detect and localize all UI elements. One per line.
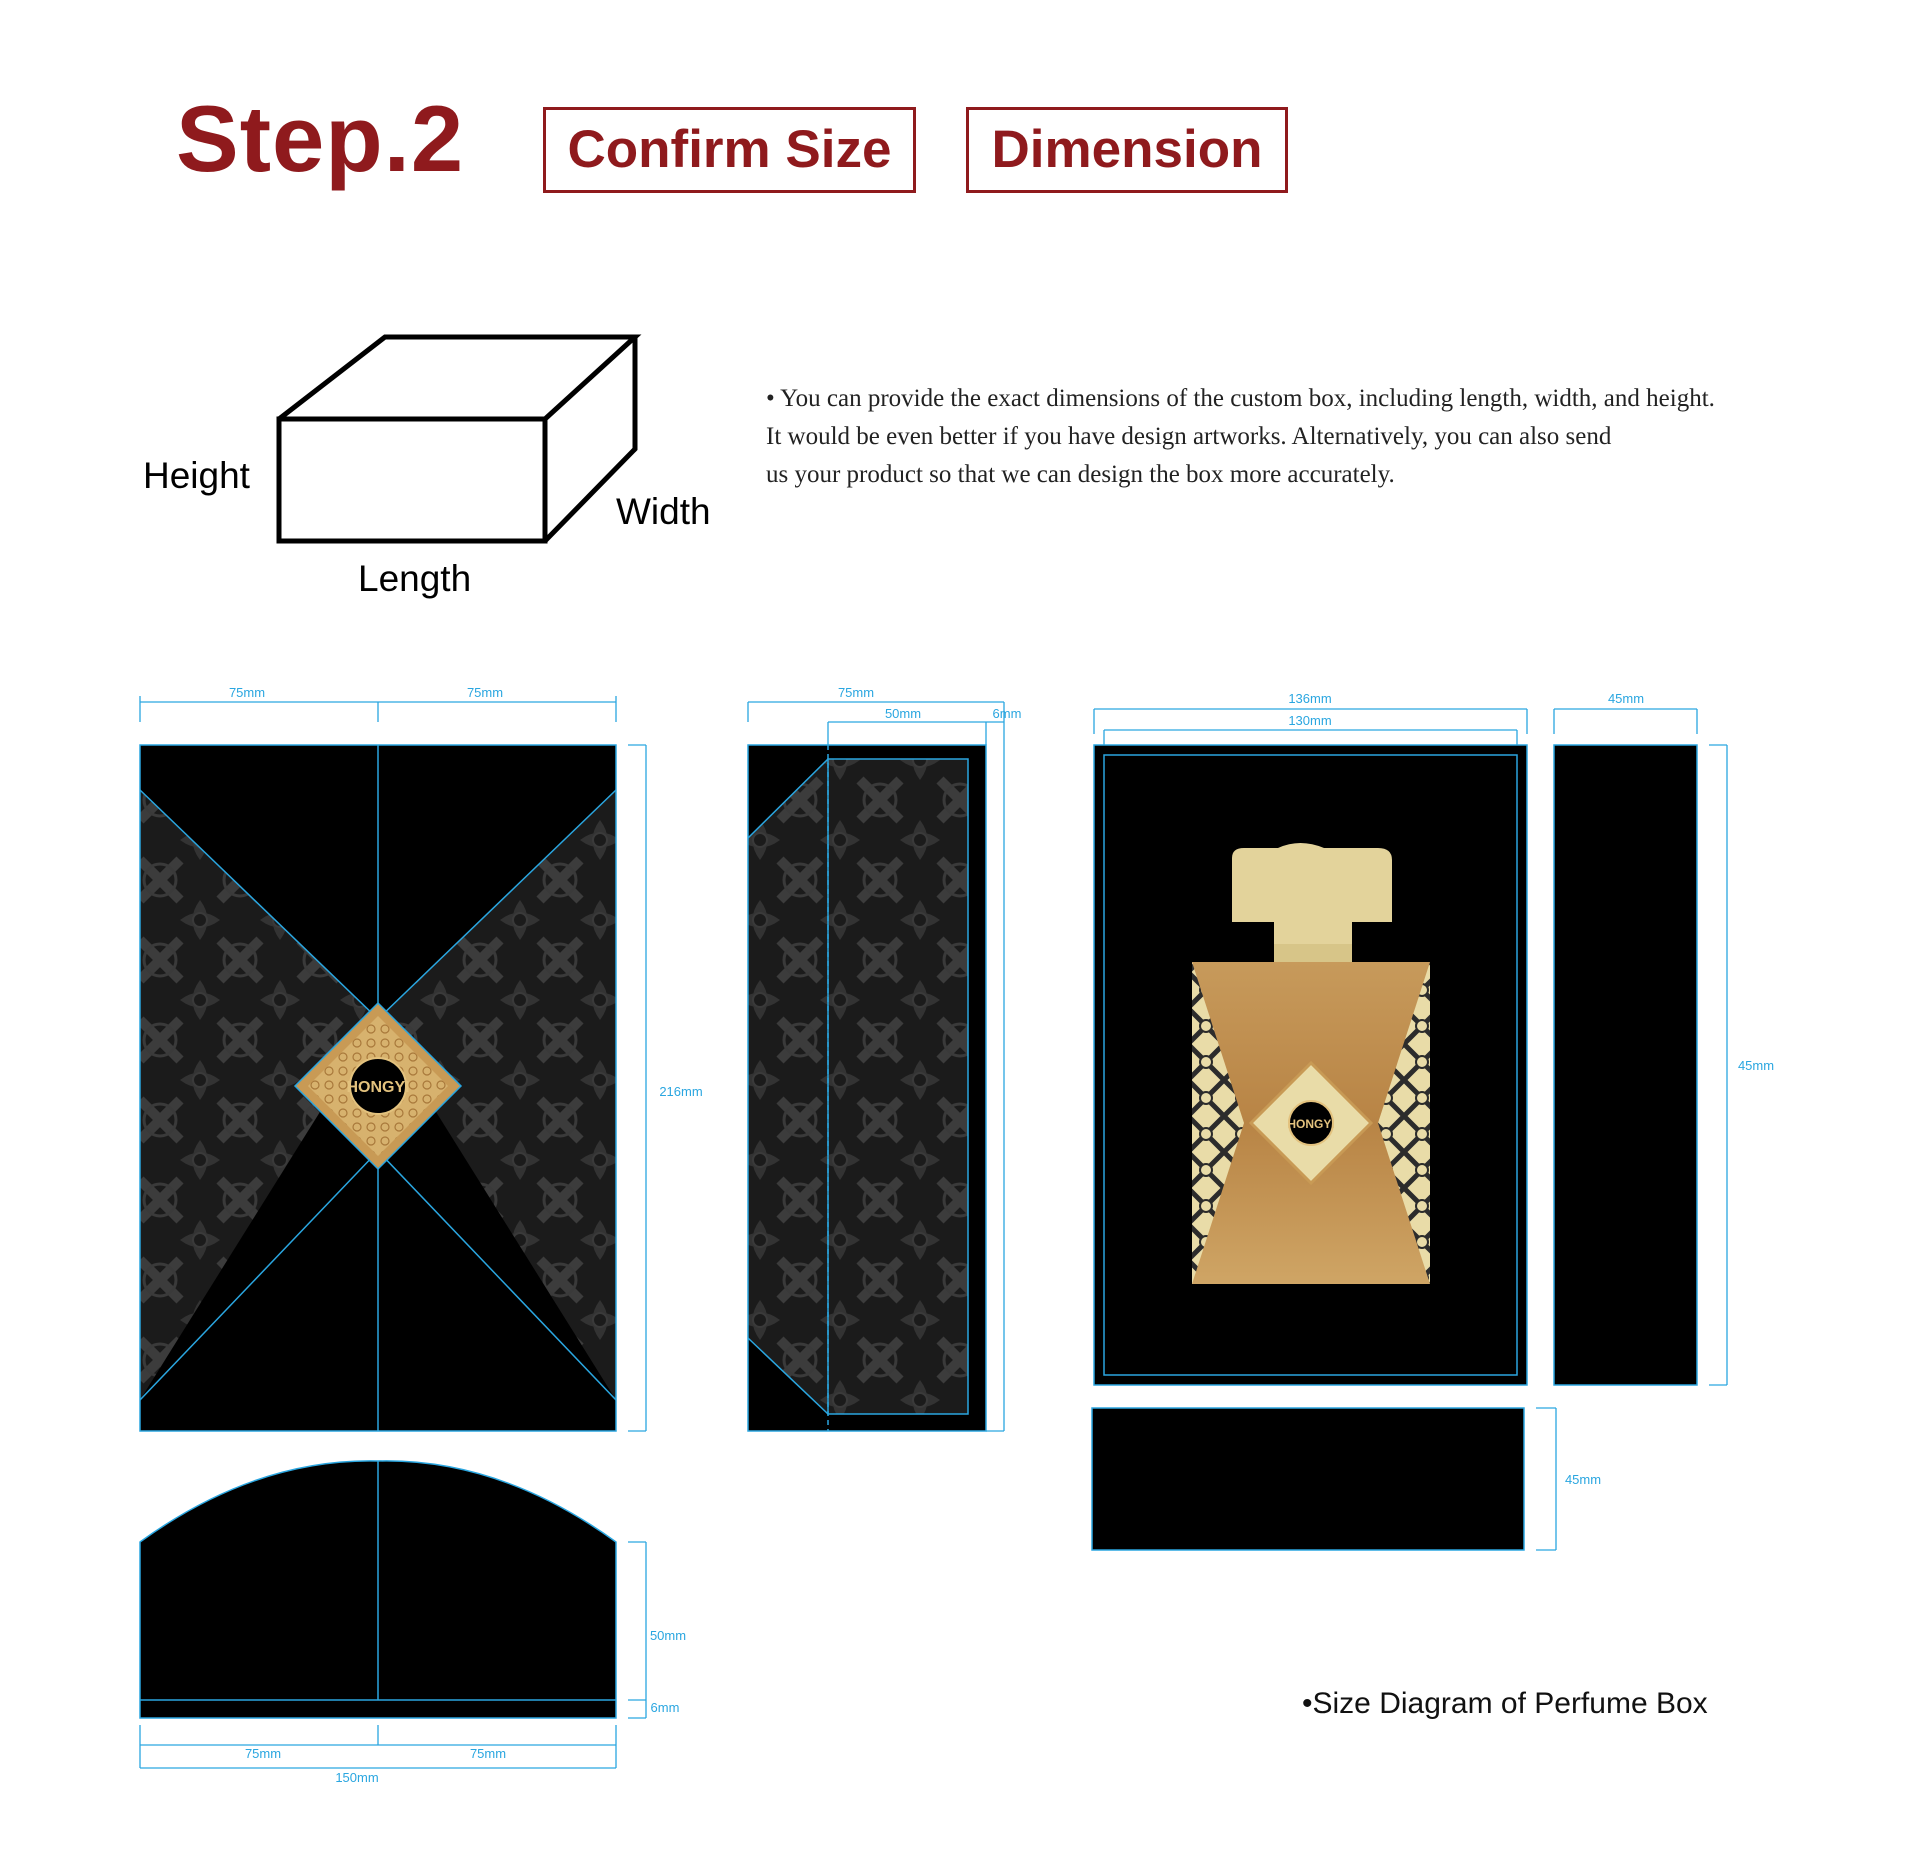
step-title: Step.2 — [176, 86, 465, 191]
end-dim-width: 45mm — [1607, 691, 1645, 706]
description-line-2: It would be even better if you have design artworks. Alternatively, you can also send — [766, 423, 1612, 450]
front-panel — [140, 745, 616, 1431]
bottom-dimensions — [1536, 1408, 1556, 1550]
side-pattern — [748, 759, 968, 1414]
width-label: Width — [616, 491, 711, 532]
lid-panel — [140, 1461, 616, 1718]
front-logo-text: HONGYI — [346, 1079, 410, 1096]
description-line-1: • You can provide the exact dimensions of the custom box, including length, width, and height. — [766, 385, 1715, 412]
front-dim-right: 75mm — [466, 685, 504, 700]
confirm-size-tag: Confirm Size — [543, 107, 916, 193]
lid-dim-height: 50mm — [649, 1628, 687, 1643]
bottom-panel — [1092, 1408, 1524, 1550]
end-dim-height: 45mm — [1737, 1058, 1775, 1073]
dimension-tag: Dimension — [966, 107, 1288, 193]
bottom-dim-height: 45mm — [1564, 1472, 1602, 1487]
bottle-cap — [1232, 843, 1392, 922]
length-label: Length — [358, 558, 472, 599]
lid-dim-total: 150mm — [335, 1770, 379, 1785]
end-panel — [1554, 745, 1697, 1385]
size-diagram-caption: •Size Diagram of Perfume Box — [1302, 1687, 1708, 1720]
bottle-logo-text: HONGYI — [1287, 1117, 1335, 1131]
lid-dim-flap: 6mm — [650, 1700, 680, 1715]
lid-dim-right: 75mm — [469, 1746, 507, 1761]
side-dim-flap: 6mm — [992, 706, 1022, 721]
lid-dim-left: 75mm — [244, 1746, 282, 1761]
inner-dim-outer: 136mm — [1288, 691, 1332, 706]
height-label: Height — [143, 455, 250, 496]
front-dim-height: 216mm — [659, 1084, 703, 1099]
front-dim-left: 75mm — [228, 685, 266, 700]
side-dim-width: 75mm — [837, 685, 875, 700]
inner-dim-inner: 130mm — [1288, 713, 1332, 728]
side-panel — [748, 745, 986, 1431]
description-line-3: us your product so that we can design the box more accurately. — [766, 461, 1395, 488]
side-dim-inner: 50mm — [884, 706, 922, 721]
